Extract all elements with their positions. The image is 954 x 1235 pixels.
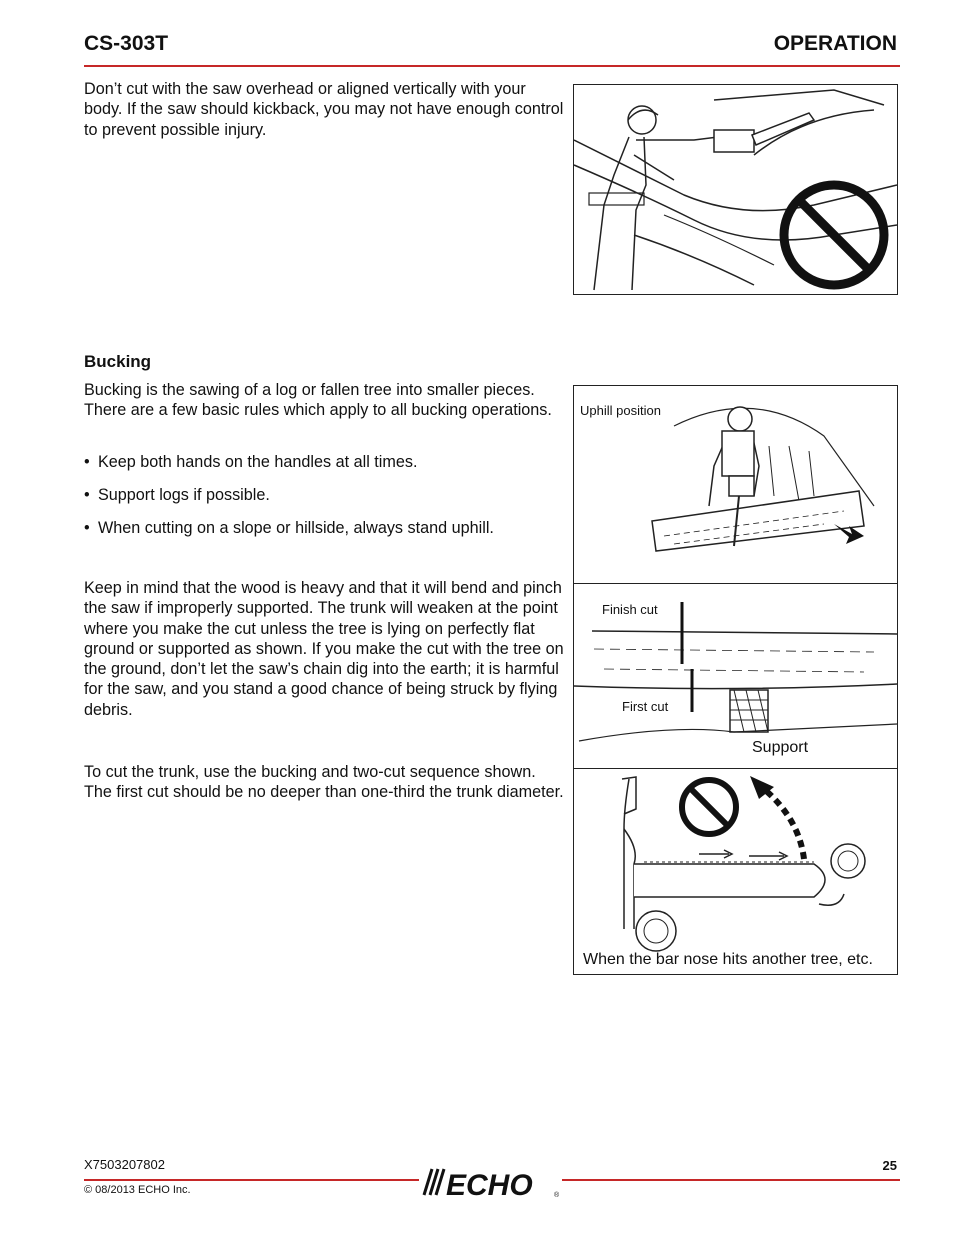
support-label: Support	[752, 739, 809, 756]
list-item	[84, 518, 564, 538]
bucking-rules-list	[84, 452, 564, 551]
bullet-text: Keep both hands on the handles at all times.	[98, 453, 418, 471]
uphill-label: Uphill position	[580, 403, 661, 418]
bucking-figure	[573, 385, 898, 975]
two-cut-paragraph: To cut the trunk, use the bucking and two-cut sequence shown. The first cut should be no deeper than one-third the trunk diameter.	[84, 763, 564, 802]
list-item	[84, 485, 564, 505]
overhead-warning-text: Don’t cut with the saw overhead or aligned vertically with your body. If the saw should kickback, you may not have enough control to prevent possible injury.	[84, 80, 564, 139]
bucking-heading: Bucking	[84, 352, 152, 371]
footer-rule-right	[562, 1179, 900, 1181]
finish-cut-label: Finish cut	[602, 602, 658, 617]
bullet-icon: •	[84, 453, 90, 471]
page-number: 25	[882, 1158, 897, 1173]
svg-text:®: ®	[554, 1192, 560, 1199]
copyright: © 08/2013 ECHO Inc.	[84, 1184, 191, 1196]
bullet-text: Support logs if possible.	[98, 486, 270, 504]
support-paragraph: Keep in mind that the wood is heavy and that it will bend and pinch the saw if improperly supported. The trunk will weaken at the point where you make the cut unless the tree is lying on perfectly flat ground or supported as shown. If you make the cut with the tree on the ground, don’t let the saw’s chain dig into the earth; it is harmful for the saw, and you stand a good chance of being struck by flying debris.	[84, 579, 564, 719]
uphill-illustration	[574, 386, 897, 583]
overhead-cutting-figure	[573, 84, 898, 295]
two-cut-panel	[574, 584, 897, 769]
list-item	[84, 452, 564, 472]
uphill-panel	[574, 386, 897, 584]
overhead-illustration	[574, 85, 897, 294]
bullet-icon: •	[84, 519, 90, 537]
model-title: CS-303T	[84, 32, 169, 55]
kickback-panel	[574, 769, 897, 974]
header-rule	[84, 65, 900, 67]
two-cut-illustration	[574, 584, 897, 768]
kickback-illustration	[574, 769, 897, 974]
bullet-text: When cutting on a slope or hillside, always stand uphill.	[98, 519, 494, 537]
kickback-caption: When the bar nose hits another tree, etc.	[583, 951, 873, 968]
bucking-intro: Bucking is the sawing of a log or fallen tree into smaller pieces. There are a few basic rules which apply to all bucking operations.	[84, 381, 552, 420]
part-number: X7503207802	[84, 1157, 165, 1172]
first-cut-label: First cut	[622, 699, 669, 714]
echo-logo	[420, 1165, 565, 1199]
svg-text:ECHO: ECHO	[446, 1169, 533, 1199]
section-title: OPERATION	[773, 32, 897, 55]
footer-rule-left	[84, 1179, 419, 1181]
bullet-icon: •	[84, 486, 90, 504]
